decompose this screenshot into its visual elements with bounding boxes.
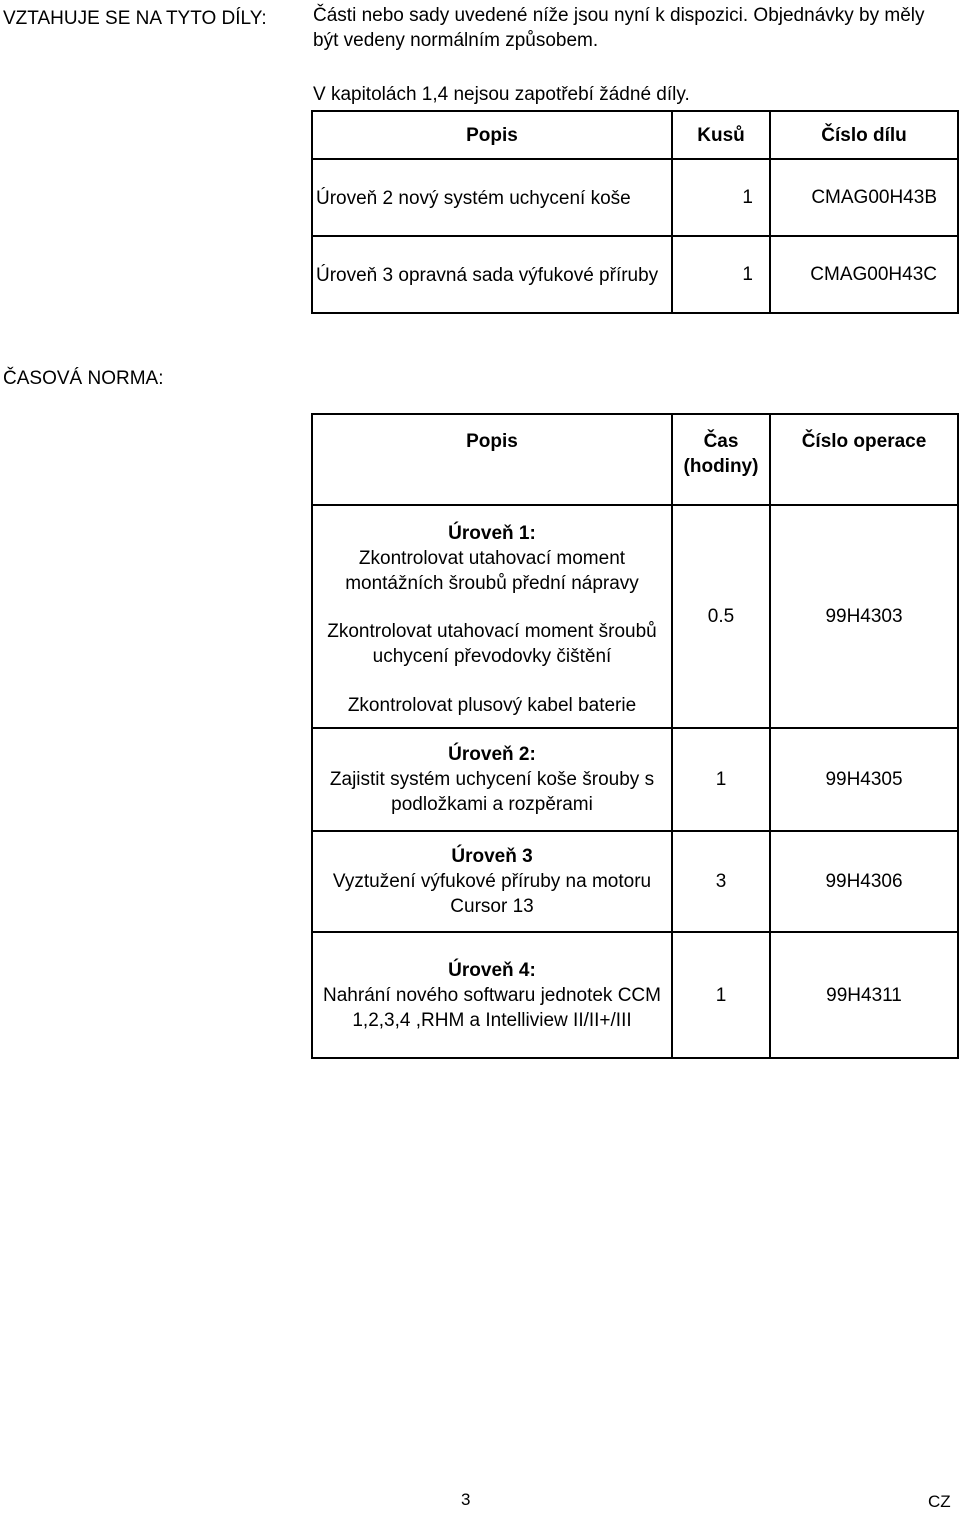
time-table-header-row [312,414,958,505]
part-description: Úroveň 3 opravná sada výfukové příruby [312,236,672,313]
page-number: 3 [461,1490,471,1509]
part-number: CMAG00H43B [770,159,958,236]
parts-table [311,110,959,314]
level-3-time: 3 [672,831,770,932]
intro-text: Části nebo sady uvedené níže jsou nyní k dispozici. Objednávky by měly být vedeny normálním způsobem. [313,5,925,51]
header-description: Popis [312,111,672,159]
section-label-applies-to: VZTAHUJE SE NA TYTO DÍLY: [3,8,267,29]
level-2-task: Zajistit systém uchycení koše šrouby s podložkami a rozpěrami [329,769,655,815]
table-row [312,159,958,236]
level-1-time: 0.5 [672,505,770,728]
part-quantity: 1 [672,159,770,236]
level-1-operation: 99H4303 [770,505,958,728]
level-3-operation: 99H4306 [770,831,958,932]
level-3-title: Úroveň 3 [451,846,533,867]
table-row [312,831,958,932]
header-operation-number: Číslo operace [770,414,958,505]
level-2-title: Úroveň 2: [448,744,536,765]
table-row [312,505,958,728]
part-quantity: 1 [672,236,770,313]
header-quantity: Kusů [672,111,770,159]
level-2-description [312,728,672,831]
level-4-time: 1 [672,932,770,1058]
table-row [312,236,958,313]
header-part-number: Číslo dílu [770,111,958,159]
table-row [312,728,958,831]
table-row [312,932,958,1058]
time-standard-table [311,413,959,1059]
level-4-task: Nahrání nového softwaru jednotek CCM 1,2,3,4 ,RHM a Intelliview II/II+/III [323,984,661,1031]
level-1-task-2: Zkontrolovat utahovací moment šroubů uchycení převodovky čištění [327,621,657,667]
time-standard-label: ČASOVÁ NORMA: [3,368,164,389]
level-1-task-1: Zkontrolovat utahovací moment montážních šroubů přední nápravy [345,548,639,594]
header-description: Popis [312,414,672,505]
no-parts-note: V kapitolách 1,4 nejsou zapotřebí žádné díly. [313,84,690,105]
parts-table-header-row [312,111,958,159]
level-2-time: 1 [672,728,770,831]
level-4-operation: 99H4311 [770,932,958,1058]
level-3-description [312,831,672,932]
level-4-description [312,932,672,1058]
level-3-task: Vyztužení výfukové příruby na motoru Cursor 13 [332,871,652,917]
header-time-hours: Čas (hodiny) [672,414,770,505]
level-1-description [312,505,672,728]
part-description: Úroveň 2 nový systém uchycení koše [312,159,672,236]
language-code: CZ [928,1492,951,1511]
level-2-operation: 99H4305 [770,728,958,831]
part-number: CMAG00H43C [770,236,958,313]
level-1-title: Úroveň 1: [448,523,536,544]
level-4-title: Úroveň 4: [448,959,536,981]
level-1-task-3: Zkontrolovat plusový kabel baterie [347,695,637,716]
